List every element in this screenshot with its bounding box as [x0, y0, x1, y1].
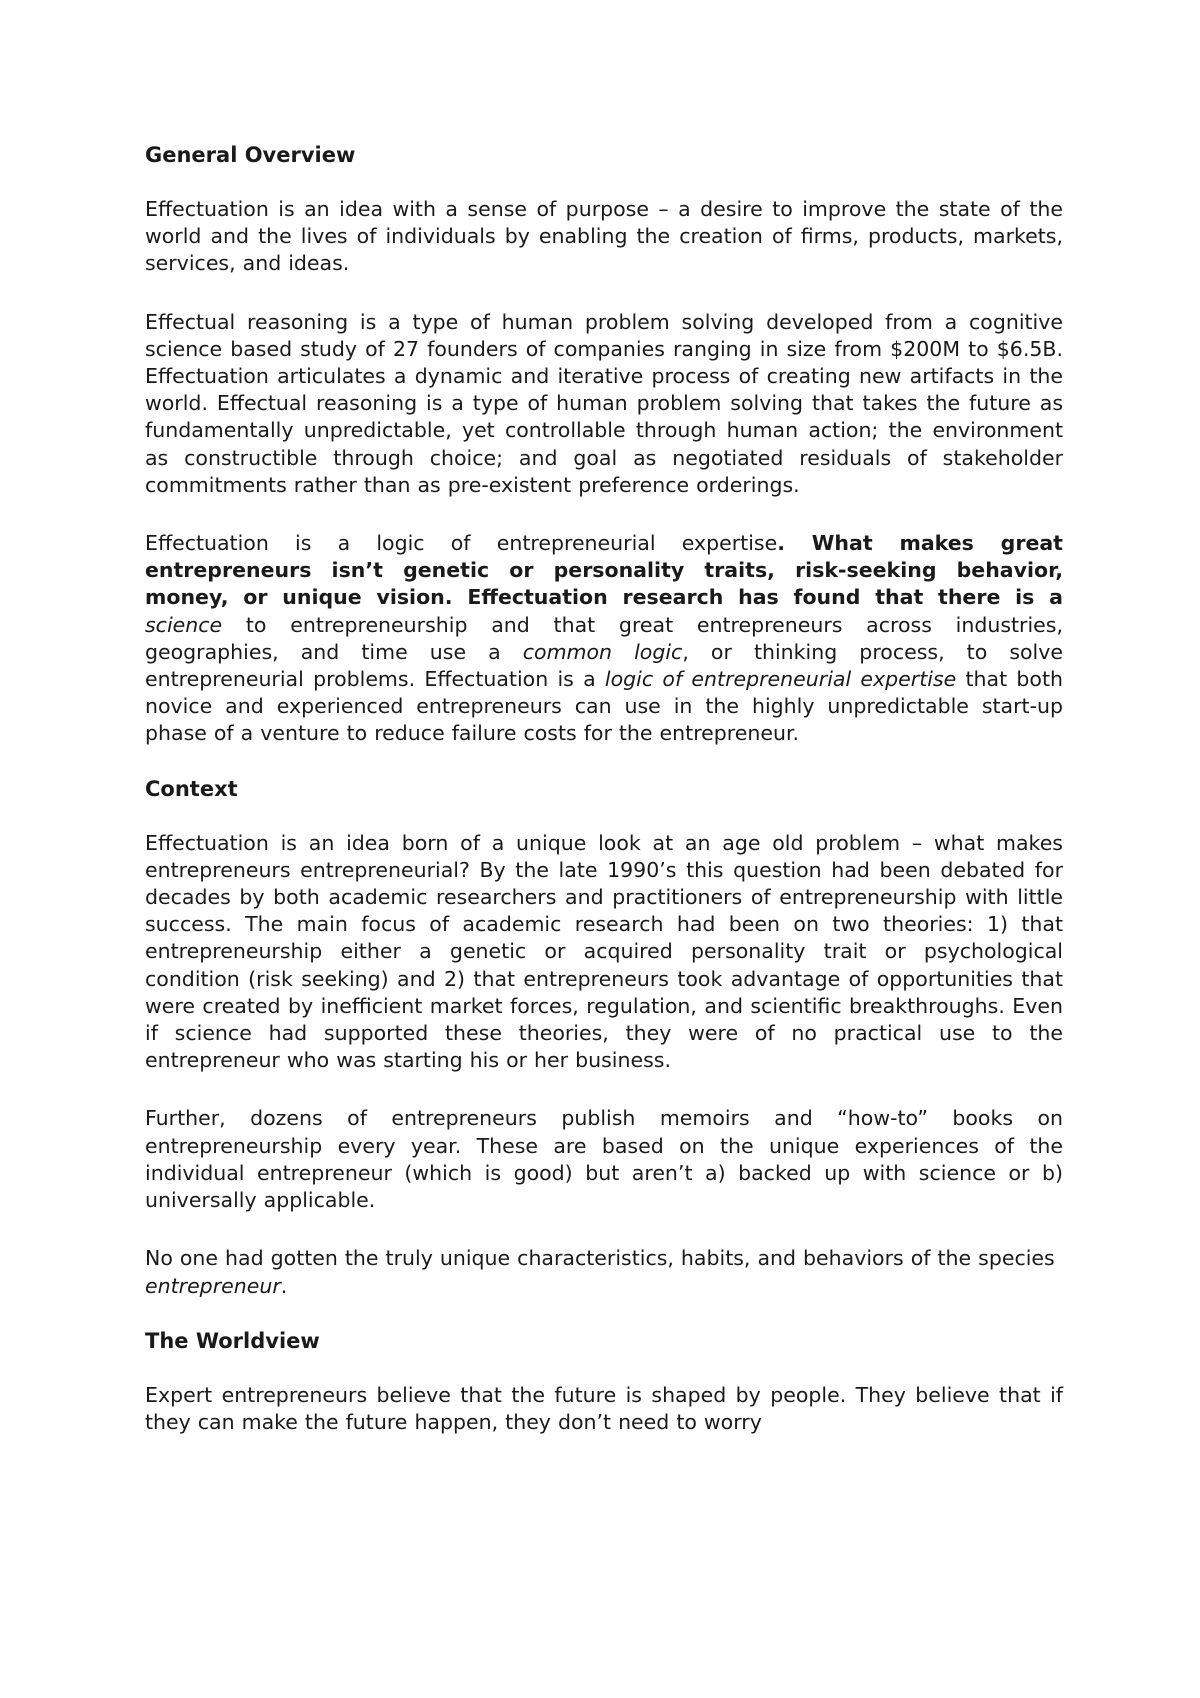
section-heading-worldview: The Worldview [145, 1328, 320, 1353]
overview-p3-science: science [145, 612, 223, 637]
overview-p3-common-logic: common logic [522, 639, 683, 664]
section-heading-context: Context [145, 776, 238, 801]
context-paragraph-3 [145, 1245, 1063, 1299]
context-paragraph-1: Effectuation is an idea born of a unique look at an age old problem – what makes entrepreneurs entrepreneurial? By the late 1990’s this question had been debated for decades by both academic researchers and practitioners of entrepreneurship with little success. The main focus of academic research had been on two theories: 1) that entrepreneurship either a genetic or acquired personality trait or psychological condition (risk seeking) and 2) that entrepreneurs took advantage of opportunities that were created by inefficient market forces, regulation, and scientific breakthroughs. Even if science had supported these theories, they were of no practical use to the entrepreneur who was starting his or her business. [145, 830, 1063, 1073]
overview-p3-part-d: to entrepreneurship and that great entrepreneurs across industries, geographies, and time use a [145, 612, 1063, 664]
overview-paragraph-3 [145, 530, 1063, 748]
overview-p3-part-f: , or thinking process, to solve entrepreneurial problems. Effectuation is a [145, 639, 1063, 692]
context-p3-part-c: . [280, 1273, 288, 1298]
overview-paragraph-2: Effectual reasoning is a type of human problem solving developed from a cognitive science based study of 27 founders of companies ranging in size from $200M to $6.5B. Effectuation articulates a dynamic and iterative process of creating new artifacts in the world. Effectual reasoning is a type of human problem solving that takes the future as fundamentally unpredictable, yet controllable through human action; the environment as constructible through choice; and goal as negotiated residuals of stakeholder commitments rather than as pre-existent preference orderings. [145, 309, 1063, 497]
context-p3-part-a: No one had gotten the truly unique characteristics, habits, and behaviors of the species [145, 1246, 1055, 1271]
document-page [145, 142, 1063, 1436]
overview-p3-logic-expertise: logic of entrepreneurial expertise [604, 667, 957, 692]
overview-paragraph-1: Effectuation is an idea with a sense of purpose – a desire to improve the state of the world and the lives of individuals by enabling the creation of firms, products, markets, services, and ideas. [145, 197, 1063, 276]
section-heading-general-overview: General Overview [145, 143, 356, 167]
context-p3-entrepreneur: entrepreneur [145, 1273, 281, 1298]
overview-p3-bold-period: . What makes great entrepreneurs isn’t genetic or personality traits, risk-seeking behavior, money, or unique vision. Effectuation research has found that there is a [145, 531, 1063, 610]
worldview-paragraph-1: Expert entrepreneurs believe that the future is shaped by people. They believe that if they can make the future happen, they don’t need to worry [145, 1382, 1063, 1434]
overview-p3-part-a: Effectuation is a logic of entrepreneurial expertise [145, 531, 778, 556]
overview-p3-part-h: that both novice and experienced entrepreneurs can use in the highly unpredictable start-up phase of a venture to reduce failure costs for the entrepreneur. [145, 667, 1063, 746]
context-paragraph-2: Further, dozens of entrepreneurs publish memoirs and “how-to” books on entrepreneurship every year. These are based on the unique experiences of the individual entrepreneur (which is good) but aren’t a) backed up with science or b) universally applicable. [145, 1106, 1063, 1213]
